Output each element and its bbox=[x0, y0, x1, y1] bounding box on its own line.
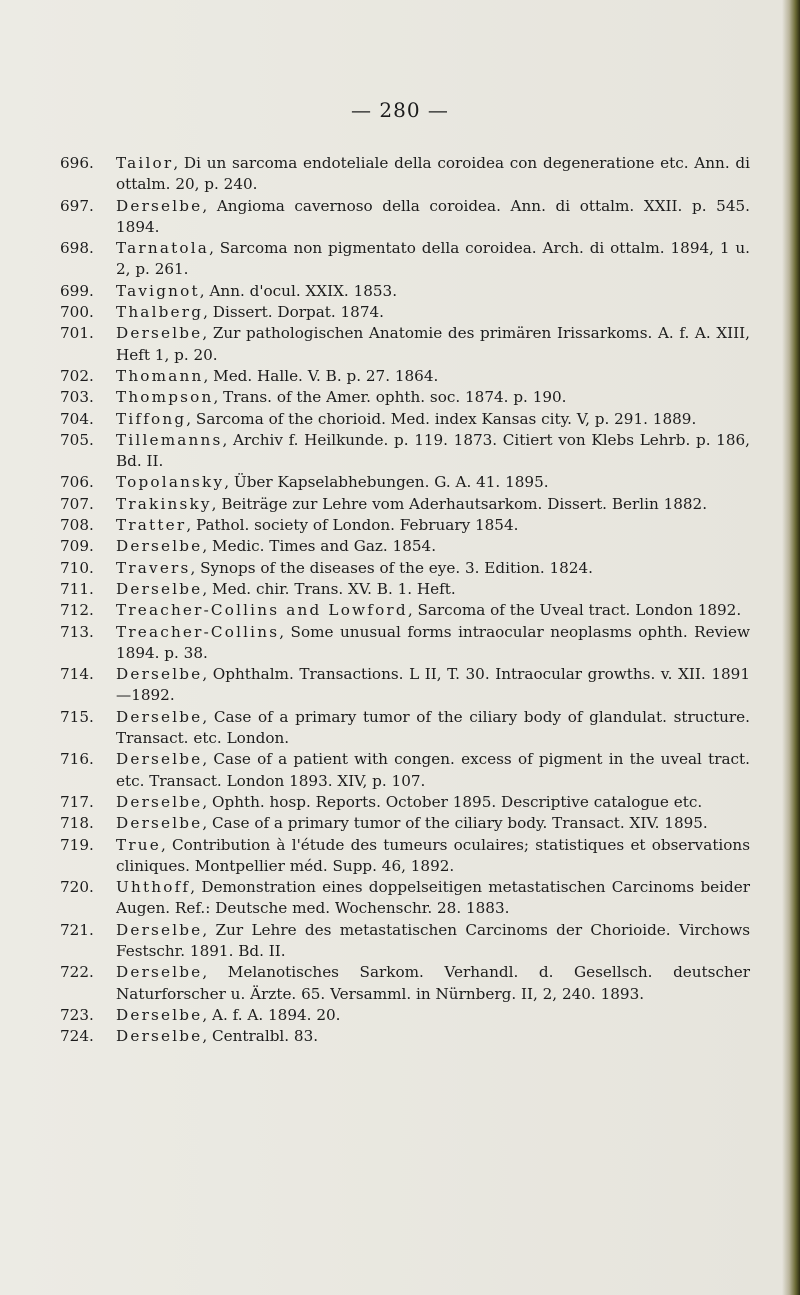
bibliography-entry bbox=[60, 430, 750, 473]
bibliography-entry bbox=[60, 920, 750, 963]
entry-citation: , Über Kapselabhebungen. G. A. 41. 1895. bbox=[224, 473, 549, 492]
entry-number: 703. bbox=[60, 388, 94, 407]
bibliography-entry bbox=[60, 196, 750, 239]
bibliography-entry bbox=[60, 962, 750, 1005]
entry-author: Derselbe bbox=[116, 920, 203, 939]
entry-author: Derselbe bbox=[116, 707, 203, 726]
entry-number: 711. bbox=[60, 579, 94, 598]
entry-citation: , Sarcoma of the chorioid. Med. index Kansas city. V, p. 291. 1889. bbox=[186, 409, 697, 428]
bibliography-entry bbox=[60, 664, 750, 707]
page-number: — 280 — bbox=[351, 98, 449, 122]
entry-number: 713. bbox=[60, 622, 94, 641]
entry-author: Tavignot bbox=[116, 281, 200, 300]
entry-author: Derselbe bbox=[116, 1027, 203, 1046]
bibliography-entry bbox=[60, 153, 750, 196]
bibliography-entry bbox=[60, 558, 750, 579]
entry-author: True bbox=[116, 835, 161, 854]
bibliography-entry bbox=[60, 536, 750, 557]
entry-author: Thomann bbox=[116, 366, 204, 385]
entry-number: 700. bbox=[60, 303, 94, 322]
entry-citation: , Pathol. society of London. February 1854. bbox=[186, 516, 519, 535]
entry-author: Treacher-Collins bbox=[116, 622, 280, 641]
entry-citation: , Case of a primary tumor of the ciliary body. Transact. XIV. 1895. bbox=[202, 814, 708, 833]
entry-number: 696. bbox=[60, 154, 94, 172]
entry-number: 722. bbox=[60, 963, 94, 982]
entry-number: 720. bbox=[60, 878, 94, 897]
entry-number: 698. bbox=[60, 239, 94, 258]
bibliography-entry bbox=[60, 281, 750, 302]
entry-author: Tailor bbox=[116, 154, 174, 172]
bibliography-entry bbox=[60, 1026, 750, 1047]
entry-citation: , Ann. d'ocul. XXIX. 1853. bbox=[199, 281, 398, 300]
entry-author: Derselbe bbox=[116, 196, 203, 215]
bibliography-entry bbox=[60, 387, 750, 408]
entry-citation: , Zur Lehre des metastatischen Carcinoms der Chorioide. Virchows Festschr. 1891. Bd. II. bbox=[116, 920, 750, 960]
entry-citation: , Demonstration eines doppelseitigen metastatischen Carcinoms beider Augen. Ref.: Deutsche med. Wochenschr. 28. 1883. bbox=[116, 878, 750, 918]
bibliography-entry bbox=[60, 792, 750, 813]
entry-number: 714. bbox=[60, 665, 94, 684]
entry-citation: , Archiv f. Heilkunde. p. 119. 1873. Citiert von Klebs Lehrb. p. 186, Bd. II. bbox=[116, 430, 750, 471]
entry-author: Tarnatola bbox=[116, 239, 210, 258]
entry-author: Derselbe bbox=[116, 814, 203, 833]
entry-citation: , Med. chir. Trans. XV. B. 1. Heft. bbox=[202, 579, 456, 598]
entry-citation: , Angioma cavernoso della coroidea. Ann. di ottalm. XXII. p. 545. 1894. bbox=[116, 196, 750, 236]
entry-citation: , Di un sarcoma endoteliale della coroidea con degeneratione etc. Ann. di ottalm. 20, p. 240. bbox=[116, 154, 750, 194]
entry-author: Derselbe bbox=[116, 750, 203, 769]
page-spine-shadow bbox=[782, 0, 800, 1295]
entry-number: 712. bbox=[60, 601, 94, 620]
entry-citation: , Zur pathologischen Anatomie des primären Irissarkoms. A. f. A. XIII, Heft 1, p. 20. bbox=[116, 324, 750, 364]
entry-author: Derselbe bbox=[116, 1005, 203, 1024]
entry-citation: , Centralbl. 83. bbox=[202, 1027, 319, 1046]
bibliography-entry bbox=[60, 472, 750, 493]
entry-citation: , Ophthalm. Transactions. L II, T. 30. Intraocular growths. v. XII. 1891—1892. bbox=[116, 665, 750, 705]
entry-number: 716. bbox=[60, 750, 94, 769]
entry-number: 704. bbox=[60, 409, 94, 428]
entry-number: 699. bbox=[60, 281, 94, 300]
entry-citation: , Case of a primary tumor of the ciliary body of glandulat. structure. Transact. etc. London. bbox=[116, 707, 750, 748]
entry-author: Derselbe bbox=[116, 579, 203, 598]
entry-author: Tratter bbox=[116, 516, 187, 535]
entry-number: 721. bbox=[60, 920, 94, 939]
entry-number: 710. bbox=[60, 558, 94, 577]
entry-author: Travers bbox=[116, 558, 191, 577]
entry-number: 707. bbox=[60, 494, 94, 513]
entry-citation: , Sarcoma non pigmentato della coroidea. Arch. di ottalm. 1894, 1 u. 2, p. 261. bbox=[116, 239, 750, 279]
bibliography-entry bbox=[60, 622, 750, 665]
entry-author: Derselbe bbox=[116, 792, 203, 811]
bibliography-entry bbox=[60, 515, 750, 536]
bibliography-entry bbox=[60, 749, 750, 792]
entry-number: 701. bbox=[60, 324, 94, 343]
bibliography-entry bbox=[60, 366, 750, 387]
entry-author: Derselbe bbox=[116, 963, 203, 982]
entry-citation: , Med. Halle. V. B. p. 27. 1864. bbox=[203, 366, 439, 385]
entry-citation: , Trans. of the Amer. ophth. soc. 1874. p. 190. bbox=[213, 388, 567, 407]
entry-author: Derselbe bbox=[116, 665, 203, 684]
entry-author: Tillemanns bbox=[116, 430, 223, 449]
entry-citation: , Melanotisches Sarkom. Verhandl. d. Gesellsch. deutscher Naturforscher u. Ärzte. 65. Versamml. in Nürnberg. II, 2, 240. 1893. bbox=[116, 963, 750, 1003]
bibliography-entry bbox=[60, 238, 750, 281]
entry-author: Thalberg bbox=[116, 303, 204, 322]
entry-author: Uhthoff bbox=[116, 878, 191, 897]
entry-number: 718. bbox=[60, 814, 94, 833]
bibliography-entry bbox=[60, 302, 750, 323]
entry-citation: , Sarcoma of the Uveal tract. London 1892. bbox=[407, 601, 742, 620]
bibliography-entry bbox=[60, 600, 750, 621]
entry-author: Topolansky bbox=[116, 473, 225, 492]
entry-citation: , Beiträge zur Lehre vom Aderhautsarkom. Dissert. Berlin 1882. bbox=[211, 494, 708, 513]
bibliography-entry bbox=[60, 877, 750, 920]
bibliography-entry bbox=[60, 409, 750, 430]
entry-citation: , Synops of the diseases of the eye. 3. Edition. 1824. bbox=[190, 558, 593, 577]
entry-number: 706. bbox=[60, 473, 94, 492]
entry-number: 702. bbox=[60, 366, 94, 385]
entry-number: 717. bbox=[60, 792, 94, 811]
bibliography-entry bbox=[60, 707, 750, 750]
bibliography-entry bbox=[60, 579, 750, 600]
entry-citation: , Some unusual forms intraocular neoplasms ophth. Review 1894. p. 38. bbox=[116, 622, 750, 662]
entry-citation: , Contribution à l'étude des tumeurs oculaires; statistiques et observations cliniques. Montpellier méd. Supp. 46, 1892. bbox=[116, 835, 750, 875]
bibliography-entry bbox=[60, 835, 750, 878]
entry-citation: , Dissert. Dorpat. 1874. bbox=[203, 303, 385, 322]
entry-author: Treacher-Collins and Lowford bbox=[116, 601, 408, 620]
bibliography-list bbox=[60, 153, 750, 1047]
entry-author: Trakinsky bbox=[116, 494, 212, 513]
entry-author: Thompson bbox=[116, 388, 214, 407]
entry-number: 697. bbox=[60, 196, 94, 215]
entry-number: 709. bbox=[60, 537, 94, 556]
entry-number: 705. bbox=[60, 430, 94, 449]
entry-citation: , Medic. Times and Gaz. 1854. bbox=[202, 537, 437, 556]
entry-citation: , Case of a patient with congen. excess of pigment in the uveal tract. etc. Transact. London 1893. XIV, p. 107. bbox=[116, 750, 750, 790]
entry-number: 715. bbox=[60, 707, 94, 726]
entry-citation: , A. f. A. 1894. 20. bbox=[202, 1005, 341, 1024]
entry-number: 719. bbox=[60, 835, 94, 854]
entry-citation: , Ophth. hosp. Reports. October 1895. Descriptive catalogue etc. bbox=[202, 792, 703, 811]
bibliography-entry bbox=[60, 813, 750, 834]
entry-number: 723. bbox=[60, 1005, 94, 1024]
entry-author: Tiffong bbox=[116, 409, 187, 428]
bibliography-entry bbox=[60, 494, 750, 515]
entry-number: 724. bbox=[60, 1027, 94, 1046]
entry-number: 708. bbox=[60, 516, 94, 535]
entry-author: Derselbe bbox=[116, 324, 203, 343]
bibliography-entry bbox=[60, 323, 750, 366]
bibliography-entry bbox=[60, 1005, 750, 1026]
entry-author: Derselbe bbox=[116, 537, 203, 556]
